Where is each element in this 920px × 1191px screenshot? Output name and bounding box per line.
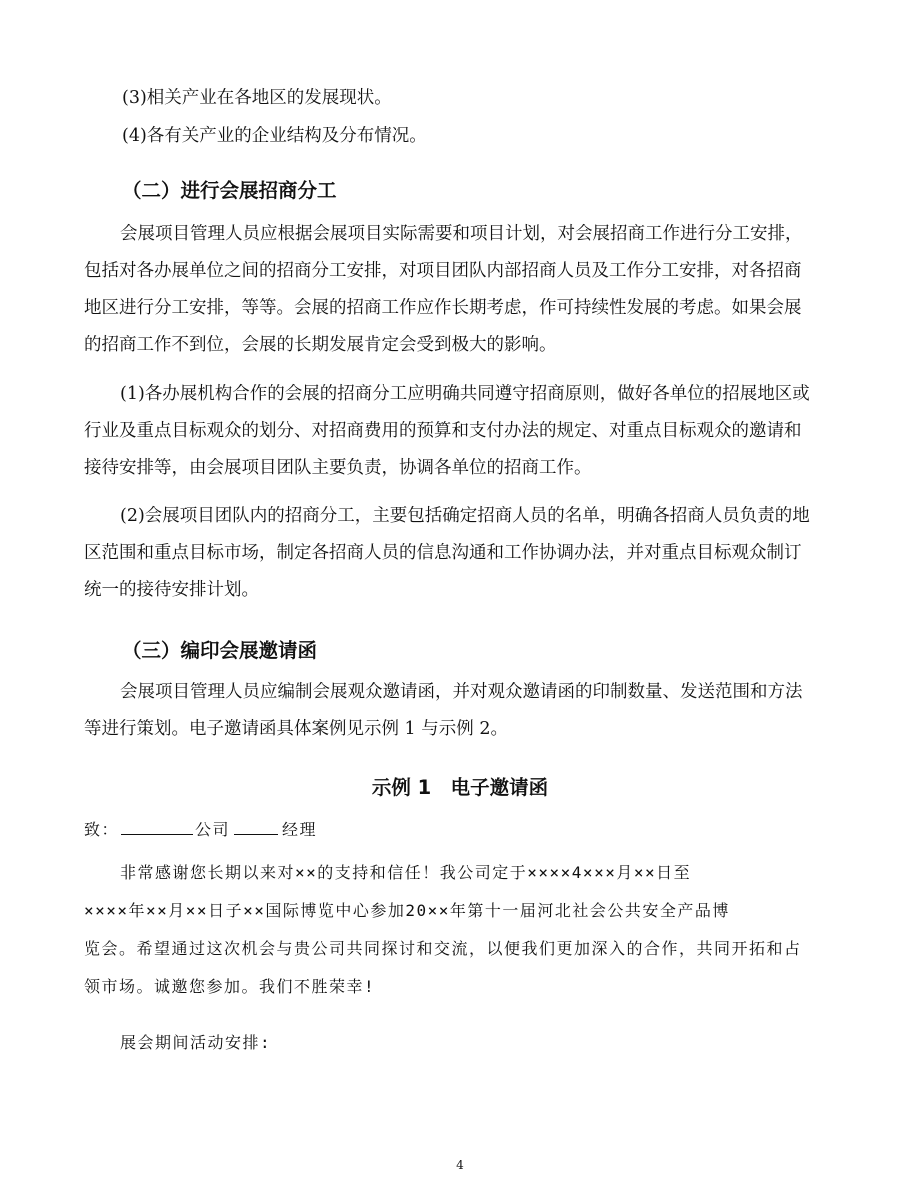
section2-paragraph-3 bbox=[84, 498, 836, 609]
letter-body-line: 览会。希望通过这次机会与贵公司共同探讨和交流，以便我们更加深入的合作，共同开拓和占 bbox=[84, 939, 802, 958]
example-title: 示例 1 电子邀请函 bbox=[371, 776, 549, 799]
letter-body-line: ××××年××月××日子××国际博览中心参加20××年第十一届河北社会公共安全产品博 bbox=[84, 901, 730, 920]
text-line: 等进行策划。电子邀请函具体案例见示例 1 与示例 2。 bbox=[84, 719, 508, 739]
section2-paragraph-1 bbox=[84, 216, 836, 364]
section2-paragraph-2 bbox=[84, 376, 836, 487]
letter-body-line: 非常感谢您长期以来对××的支持和信任！我公司定于××××4×××月××日至 bbox=[120, 863, 692, 882]
letter-body-line: 领市场。诚邀您参加。我们不胜荣幸! bbox=[84, 977, 376, 996]
text-line: 区范围和重点目标市场，制定各招商人员的信息沟通和工作协调办法，并对重点目标观众制订 bbox=[84, 543, 802, 563]
salutation-company: 公司 bbox=[195, 820, 231, 839]
text-line: (1)各办展机构合作的会展的招商分工应明确共同遵守招商原则，做好各单位的招展地区或 bbox=[120, 384, 810, 404]
list-item-4: (4)各有关产业的企业结构及分布情况。 bbox=[122, 126, 427, 146]
company-blank bbox=[121, 820, 193, 835]
manager-blank bbox=[234, 820, 278, 835]
salutation-manager: 经理 bbox=[282, 820, 318, 839]
text-line: 统一的接待安排计划。 bbox=[84, 580, 259, 600]
text-line: 会展项目管理人员应编制会展观众邀请函，并对观众邀请函的印制数量、发送范围和方法 bbox=[120, 682, 803, 702]
salutation-prefix: 致： bbox=[84, 820, 120, 839]
activities-label: 展会期间活动安排: bbox=[120, 1033, 272, 1052]
text-line: 包括对各办展单位之间的招商分工安排，对项目团队内部招商人员及工作分工安排，对各招商 bbox=[84, 261, 802, 281]
section-heading-3: （三）编印会展邀请函 bbox=[122, 639, 318, 662]
list-item-3: (3)相关产业在各地区的发展现状。 bbox=[122, 88, 392, 108]
text-line: 地区进行分工安排，等等。会展的招商工作应作长期考虑，作可持续性发展的考虑。如果会展 bbox=[84, 298, 802, 318]
text-line: 的招商工作不到位，会展的长期发展肯定会受到极大的影响。 bbox=[84, 335, 557, 355]
page-number: 4 bbox=[456, 1158, 464, 1172]
section-heading-2: （二）进行会展招商分工 bbox=[122, 179, 337, 202]
text-line: 接待安排等，由会展项目团队主要负责，协调各单位的招商工作。 bbox=[84, 458, 592, 478]
text-line: 会展项目管理人员应根据会展项目实际需要和项目计划，对会展招商工作进行分工安排， bbox=[120, 224, 803, 244]
invitation-letter bbox=[84, 812, 836, 1062]
text-line: (2)会展项目团队内的招商分工，主要包括确定招商人员的名单，明确各招商人员负责的地 bbox=[120, 506, 810, 526]
text-line: 行业及重点目标观众的划分、对招商费用的预算和支付办法的规定、对重点目标观众的邀请和 bbox=[84, 421, 802, 441]
salutation bbox=[84, 812, 836, 848]
section3-paragraph-1 bbox=[84, 674, 836, 748]
